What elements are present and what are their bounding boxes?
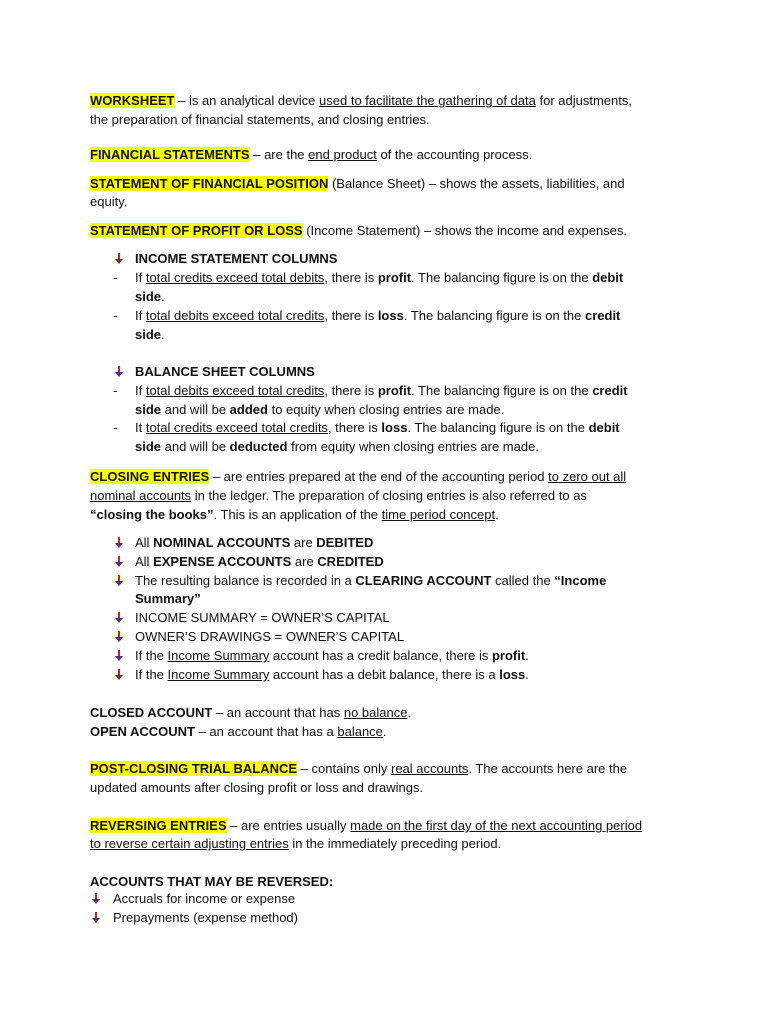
closing-bullet-6 <box>0 648 768 665</box>
underline: total credits exceed total credits <box>145 420 328 435</box>
closing-bullet-3 <box>0 573 768 590</box>
keyword: loss <box>381 420 408 435</box>
text: – an account that has <box>212 705 344 720</box>
closing-bullet-7 <box>0 667 768 684</box>
keyword: profit <box>377 270 412 285</box>
keyword: credit <box>584 308 621 323</box>
sfp-text: (Balance Sheet) – shows the assets, liabilities, and <box>328 176 625 191</box>
worksheet-line-1 <box>90 92 632 109</box>
dash-bullet: - <box>113 308 118 323</box>
text: , there is <box>324 270 378 285</box>
keyword: credit <box>592 383 628 398</box>
text: are <box>291 554 318 569</box>
closing-bullet-5 <box>0 629 768 646</box>
dash-bullet: - <box>113 383 118 398</box>
closing-bullet-1 <box>0 535 768 552</box>
keyword: side <box>135 289 162 304</box>
closing-line-3 <box>90 506 499 523</box>
text: – are entries usually <box>226 818 351 833</box>
sfp-line-2: equity. <box>90 194 128 209</box>
keyword: added <box>229 402 268 417</box>
underline: no balance <box>343 705 408 720</box>
text: All <box>135 535 154 550</box>
sfp-line-1 <box>90 175 625 192</box>
keyword: deducted <box>229 439 288 454</box>
fs-underline: end product <box>308 147 377 162</box>
reversing-term: REVERSING ENTRIES <box>90 818 227 833</box>
text: to equity when closing entries are made. <box>267 402 505 417</box>
text: , there is <box>327 420 382 435</box>
balance-columns-heading <box>0 364 768 381</box>
open-account-term: OPEN ACCOUNT <box>90 724 195 739</box>
underline: made on the first day of the next accounting period <box>350 818 643 833</box>
keyword: side <box>135 439 162 454</box>
closing-underline: to zero out all <box>548 469 627 484</box>
keyword: CREDITED <box>317 554 384 569</box>
keyword: DEBITED <box>316 535 374 550</box>
text: from equity when closing entries are made. <box>287 439 539 454</box>
arrow-bullet-icon <box>113 251 125 266</box>
text: and will be <box>161 439 230 454</box>
keyword: side <box>135 402 162 417</box>
pctb-term: POST-CLOSING TRIAL BALANCE <box>90 761 298 776</box>
income-columns-title: INCOME STATEMENT COLUMNS <box>135 251 338 266</box>
text: All <box>135 554 154 569</box>
closing-line-1 <box>90 468 626 485</box>
keyword: debit <box>588 420 620 435</box>
dash-bullet: - <box>113 420 118 435</box>
equation-text: OWNER’S DRAWINGS = OWNER’S CAPITAL <box>135 629 405 644</box>
underline: balance <box>337 724 383 739</box>
closing-bullet-2 <box>0 554 768 571</box>
closing-line-2 <box>90 487 587 504</box>
text: If <box>135 270 146 285</box>
worksheet-text-2: for adjustments, <box>535 93 632 108</box>
arrow-bullet-icon <box>113 648 125 663</box>
equation-text: INCOME SUMMARY = OWNER’S CAPITAL <box>135 610 390 625</box>
underline: total debits exceed total credits <box>145 383 325 398</box>
fs-text: – are the <box>249 147 309 162</box>
reversible-item-label: Accruals for income or expense <box>113 891 296 906</box>
arrow-bullet-icon <box>113 364 125 379</box>
balance-item-2-line-1 <box>0 420 768 437</box>
balance-item-1-line-1 <box>0 383 768 400</box>
keyword: profit <box>377 383 412 398</box>
keyword: NOMINAL ACCOUNTS <box>153 535 291 550</box>
text: If the <box>135 648 168 663</box>
reversing-line-1 <box>90 817 642 834</box>
open-account-line <box>90 723 387 740</box>
worksheet-underline: used to facilitate the gathering of data <box>319 93 536 108</box>
fs-text-2: of the accounting process. <box>376 147 533 162</box>
financial-statements-term: FINANCIAL STATEMENTS <box>90 147 250 162</box>
closed-account-line <box>90 704 411 721</box>
keyword: CLEARING ACCOUNT <box>355 573 492 588</box>
dash-bullet: - <box>113 270 118 285</box>
keyword: EXPENSE ACCOUNTS <box>153 554 292 569</box>
keyword: “Income <box>554 573 607 588</box>
worksheet-line-2: the preparation of financial statements, and closing entries. <box>90 112 430 127</box>
text: . <box>161 327 165 342</box>
pctb-line-1 <box>90 760 627 777</box>
income-item-2-line-1 <box>0 308 768 325</box>
text: . The balancing figure is on the <box>403 308 585 323</box>
text: called the <box>491 573 555 588</box>
text: . <box>161 289 165 304</box>
closing-text-2: in the ledger. The preparation of closing entries is also referred to as <box>191 488 587 503</box>
text: It <box>135 420 146 435</box>
text: – an account that has a <box>194 724 338 739</box>
closing-bullet-3-cont <box>0 591 768 608</box>
closing-text-4: . <box>495 507 499 522</box>
sfp-term: STATEMENT OF FINANCIAL POSITION <box>90 176 329 191</box>
text: and will be <box>161 402 230 417</box>
arrow-bullet-icon <box>113 667 125 682</box>
text: account has a credit balance, there is <box>269 648 492 663</box>
underline: Income Summary <box>167 648 270 663</box>
text: , there is <box>324 308 378 323</box>
text: If <box>135 308 146 323</box>
keyword: loss <box>377 308 404 323</box>
income-item-2-line-2 <box>0 327 768 344</box>
reversible-item <box>0 891 768 908</box>
spl-text: (Income Statement) – shows the income and expenses. <box>302 223 628 238</box>
text: are <box>290 535 317 550</box>
reversing-line-2 <box>90 835 501 852</box>
closing-quote: “closing the books” <box>90 507 214 522</box>
underline: Income Summary <box>167 667 270 682</box>
text: . <box>407 705 412 720</box>
text: – contains only <box>297 761 391 776</box>
text: . <box>525 667 529 682</box>
income-columns-heading <box>0 251 768 268</box>
text: . The balancing figure is on the <box>411 270 593 285</box>
closing-underline-2: nominal accounts <box>90 488 192 503</box>
text: , there is <box>324 383 378 398</box>
underline: to reverse certain adjusting entries <box>90 836 289 851</box>
arrow-bullet-icon <box>90 891 102 906</box>
text: . <box>382 724 387 739</box>
closing-bullet-4 <box>0 610 768 627</box>
balance-item-1-line-2 <box>0 402 768 419</box>
text: The resulting balance is recorded in a <box>135 573 356 588</box>
balance-columns-title: BALANCE SHEET COLUMNS <box>135 364 315 379</box>
arrow-bullet-icon <box>113 573 125 588</box>
arrow-bullet-icon <box>113 629 125 644</box>
financial-statements-line <box>90 146 532 163</box>
text: If <box>135 383 146 398</box>
text: . <box>525 648 529 663</box>
arrow-bullet-icon <box>113 610 125 625</box>
keyword: profit <box>491 648 526 663</box>
income-item-1-line-2 <box>0 289 768 306</box>
underline: total debits exceed total credits <box>145 308 325 323</box>
arrow-bullet-icon <box>113 535 125 550</box>
closing-underline-3: time period concept <box>381 507 496 522</box>
spl-line <box>90 222 627 239</box>
closing-text: – are entries prepared at the end of the accounting period <box>209 469 549 484</box>
text: If the <box>135 667 168 682</box>
text: in the immediately preceding period. <box>288 836 502 851</box>
income-item-1-line-1 <box>0 270 768 287</box>
underline: total credits exceed total debits <box>145 270 325 285</box>
balance-item-2-line-2 <box>0 439 768 456</box>
keyword: debit <box>592 270 624 285</box>
closing-text-3: . This is an application of the <box>213 507 382 522</box>
closing-term: CLOSING ENTRIES <box>90 469 210 484</box>
worksheet-text: – is an analytical device <box>174 93 320 108</box>
keyword: side <box>135 327 162 342</box>
arrow-bullet-icon <box>113 554 125 569</box>
spl-term: STATEMENT OF PROFIT OR LOSS <box>90 223 303 238</box>
arrow-bullet-icon <box>90 910 102 925</box>
text: . The accounts here are the <box>468 761 628 776</box>
text: account has a debit balance, there is a <box>269 667 500 682</box>
keyword: Summary” <box>135 591 201 606</box>
reversible-title: ACCOUNTS THAT MAY BE REVERSED: <box>90 874 334 889</box>
reversible-item <box>0 910 768 927</box>
text: . The balancing figure is on the <box>411 383 593 398</box>
reversible-item-label: Prepayments (expense method) <box>113 910 298 925</box>
closed-account-term: CLOSED ACCOUNT <box>90 705 213 720</box>
pctb-line-2: updated amounts after closing profit or loss and drawings. <box>90 780 424 795</box>
text: . The balancing figure is on the <box>407 420 589 435</box>
keyword: loss <box>499 667 526 682</box>
worksheet-term: WORKSHEET <box>90 93 175 108</box>
underline: real accounts <box>391 761 469 776</box>
